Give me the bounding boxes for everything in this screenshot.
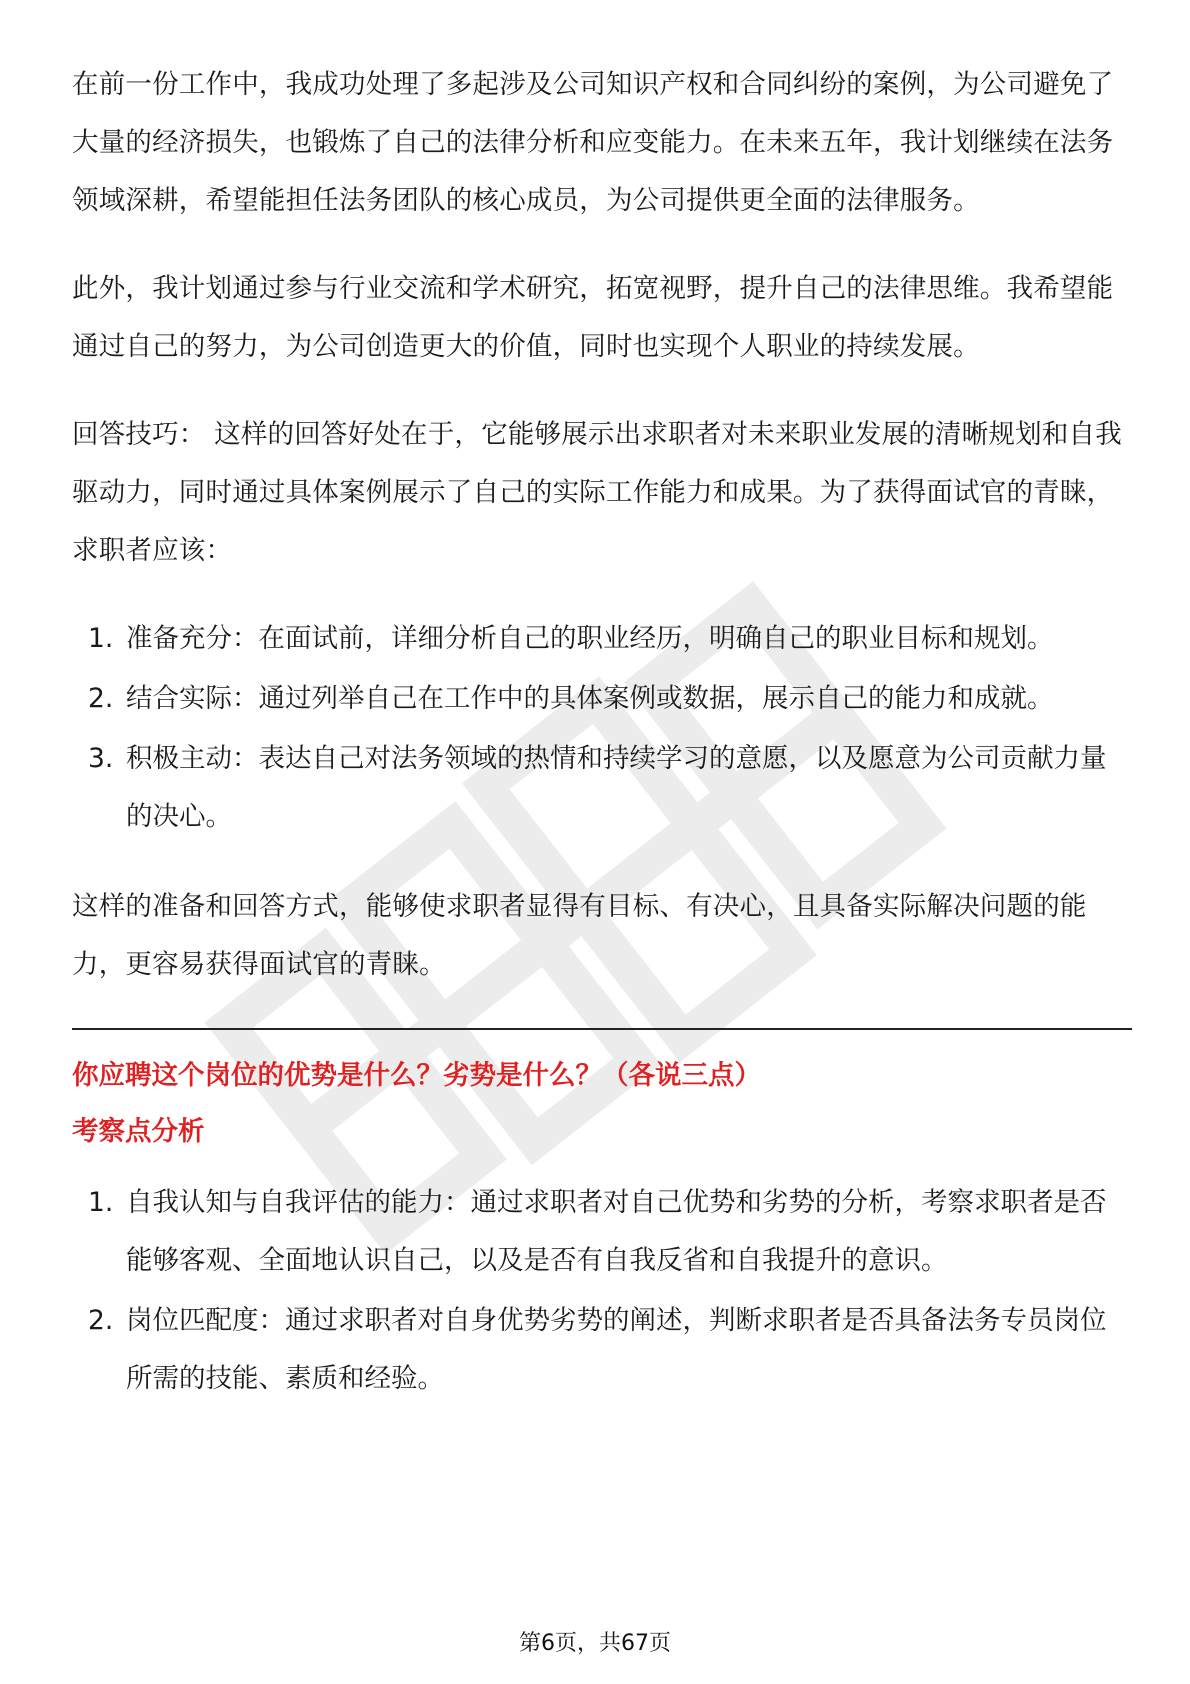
page-footer: 第6页，共67页: [519, 1631, 671, 1656]
paragraph-experience: 在前一份工作中，我成功处理了多起涉及公司知识产权和合同纠纷的案例，为公司避免了大量的经济损失，也锻炼了自己的法律分析和应变能力。在未来五年，我计划继续在法务领域深耕，希望能担任法务团队的核心成员，为公司提供更全面的法律服务。: [72, 69, 1114, 216]
paragraph-plan: 此外，我计划通过参与行业交流和学术研究，拓宽视野，提升自己的法律思维。我希望能通过自己的努力，为公司创造更大的价值，同时也实现个人职业的持续发展。: [72, 273, 1114, 362]
tips-list: [72, 610, 1132, 846]
list-item-text: 准备充分：在面试前，详细分析自己的职业经历，明确自己的职业目标和规划。: [126, 623, 1054, 654]
list-number: 2.: [88, 683, 114, 714]
list-number: 1.: [88, 623, 114, 654]
page-content: [72, 56, 1132, 1410]
paragraph-closing: 这样的准备和回答方式，能够使求职者显得有目标、有决心，且具备实际解决问题的能力，更容易获得面试官的青睐。: [72, 891, 1087, 980]
list-item: [72, 1292, 1132, 1408]
section-divider: [72, 1028, 1132, 1030]
list-item: [72, 730, 1132, 846]
analysis-list: [72, 1174, 1132, 1408]
list-number: 1.: [88, 1187, 114, 1218]
list-item: [72, 1174, 1132, 1290]
analysis-heading: 考察点分析: [72, 1116, 205, 1147]
list-number: 3.: [88, 743, 114, 774]
list-item-text: 积极主动：表达自己对法务领域的热情和持续学习的意愿，以及愿意为公司贡献力量的决心。: [126, 743, 1107, 832]
list-item-text: 结合实际：通过列举自己在工作中的具体案例或数据，展示自己的能力和成就。: [126, 683, 1054, 714]
list-item: [72, 610, 1132, 668]
list-item-text: 自我认知与自我评估的能力：通过求职者对自己优势和劣势的分析，考察求职者是否能够客观、全面地认识自己，以及是否有自我反省和自我提升的意识。: [126, 1187, 1107, 1276]
question-heading: 你应聘这个岗位的优势是什么？劣势是什么？（各说三点）: [72, 1060, 761, 1091]
paragraph-answer-tips: 回答技巧： 这样的回答好处在于，它能够展示出求职者对未来职业发展的清晰规划和自我驱动力，同时通过具体案例展示了自己的实际工作能力和成果。为了获得面试官的青睐，求职者应该：: [72, 419, 1122, 566]
list-item: [72, 670, 1132, 728]
list-item-text: 岗位匹配度：通过求职者对自身优势劣势的阐述，判断求职者是否具备法务专员岗位所需的技能、素质和经验。: [126, 1305, 1107, 1394]
list-number: 2.: [88, 1305, 114, 1336]
